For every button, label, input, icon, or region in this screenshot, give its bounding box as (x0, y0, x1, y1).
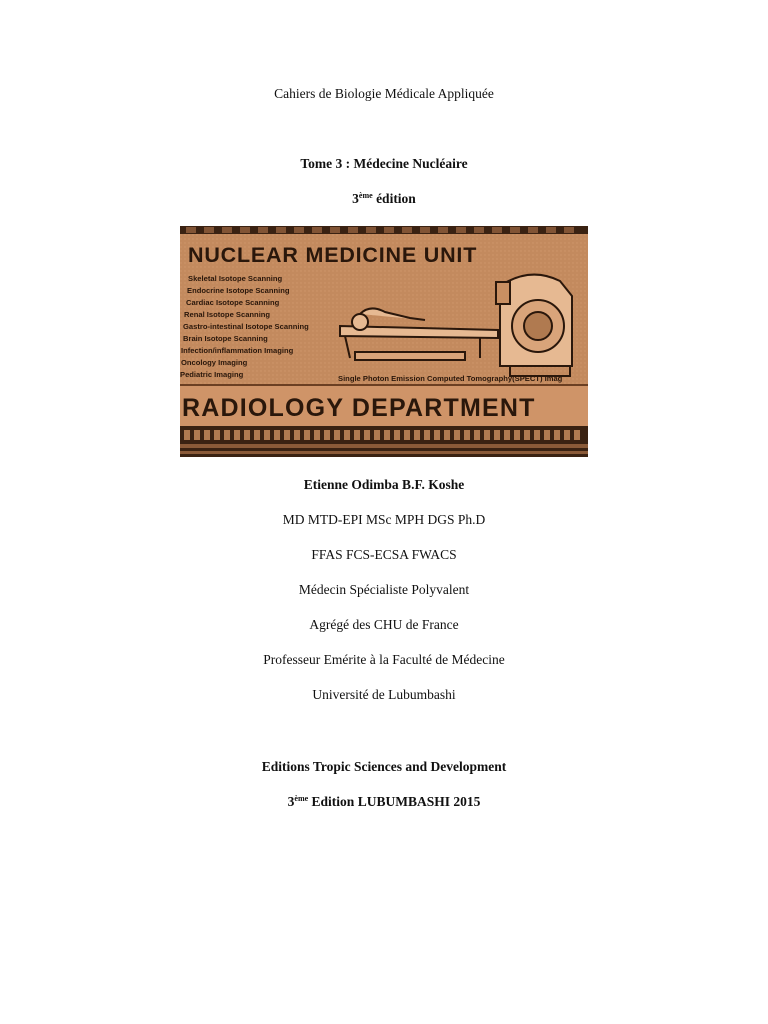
department-title: RADIOLOGY DEPARTMENT (182, 394, 536, 422)
service-item: Oncology Imaging (181, 358, 248, 367)
author-university: Université de Lubumbashi (312, 687, 456, 702)
sign-heading: NUCLEAR MEDICINE UNIT (188, 243, 478, 267)
service-item: Pediatric Imaging (180, 370, 244, 379)
edition-label: édition (376, 191, 416, 206)
author-degrees: MD MTD-EPI MSc MPH DGS Ph.D (282, 512, 486, 527)
service-item: Infection/inflammation Imaging (181, 346, 294, 355)
service-item: Skeletal Isotope Scanning (188, 274, 283, 283)
device-caption: Single Photon Emission Computed Tomography(SPECT) Imag (338, 374, 563, 383)
author-specialty: Médecin Spécialiste Polyvalent (298, 582, 470, 597)
service-item: Gastro-intestinal Isotope Scanning (183, 322, 309, 331)
imprint-line (0, 793, 768, 811)
imprint-superscript: ème (294, 794, 309, 803)
service-item: Endocrine Isotope Scanning (187, 286, 290, 295)
volume-title: Tome 3 : Médecine Nucléaire (300, 156, 468, 171)
nuclear-medicine-sign-image (180, 226, 588, 457)
edition-line (0, 190, 768, 208)
series-title: Cahiers de Biologie Médicale Appliquée (274, 86, 494, 101)
publisher: Editions Tropic Sciences and Development (261, 759, 507, 774)
service-item: Renal Isotope Scanning (184, 310, 271, 319)
cover-photo (180, 226, 588, 457)
author-professor: Professeur Emérite à la Faculté de Médecine (263, 652, 505, 667)
imprint-text: Edition LUBUMBASHI 2015 (308, 794, 481, 809)
service-item: Brain Isotope Scanning (183, 334, 268, 343)
author-name: Etienne Odimba B.F. Koshe (303, 477, 465, 492)
imprint-number: 3 (287, 794, 295, 809)
edition-number: 3 (352, 191, 359, 206)
author-agrege: Agrégé des CHU de France (309, 617, 459, 632)
edition-superscript: ème (358, 191, 373, 200)
author-fellowships: FFAS FCS-ECSA FWACS (311, 547, 457, 562)
service-item: Cardiac Isotope Scanning (186, 298, 280, 307)
